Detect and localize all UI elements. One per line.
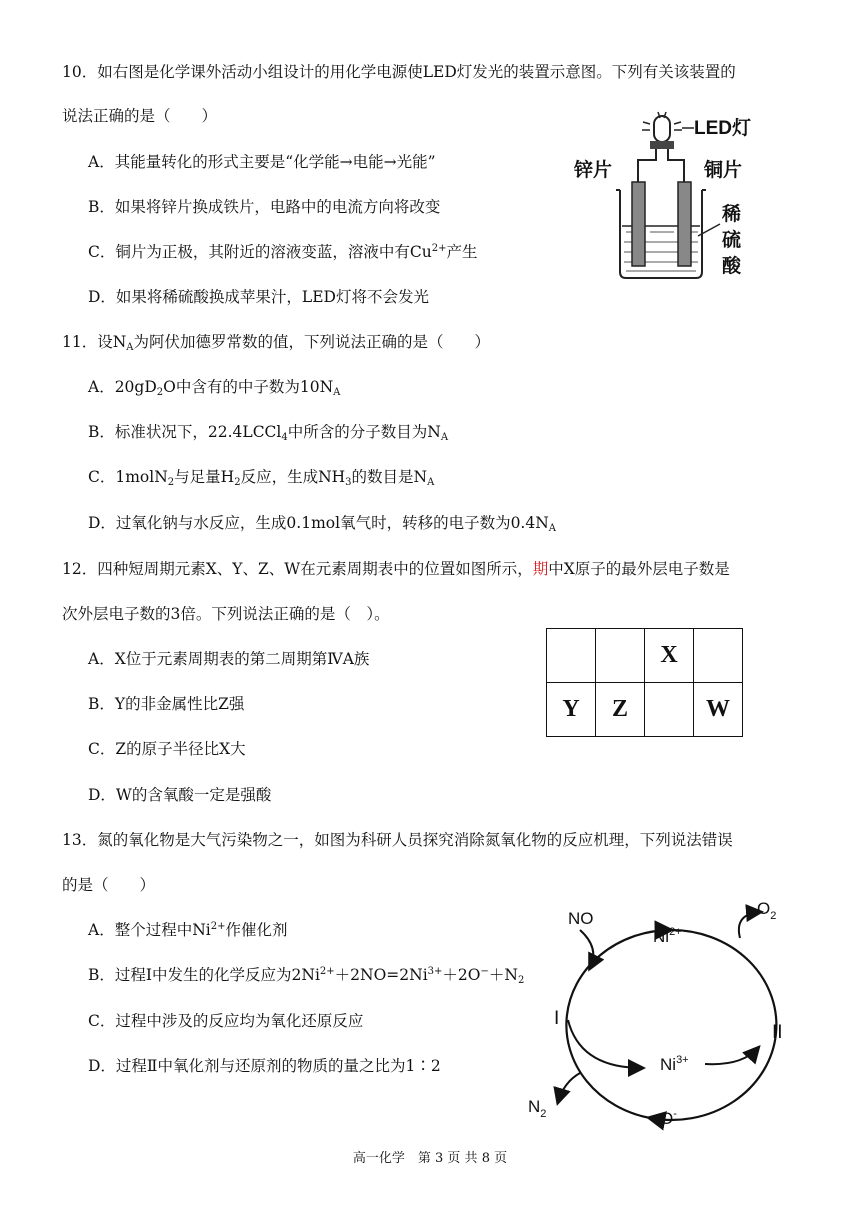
cell-r1-c3: X: [645, 629, 694, 683]
cell-r2-c1: Y: [547, 683, 596, 737]
cell-r1-c2: [596, 629, 645, 683]
periodic-table-fragment: [546, 628, 743, 737]
q11-option-a: A．$20gD_2O$中含有的中子数为$10N_A$: [88, 378, 341, 398]
led-cell-diagram: [570, 108, 780, 283]
label-ni3: $Ni^{3+}$: [660, 1054, 689, 1074]
label-n2: $N_2$: [528, 1097, 547, 1120]
q10-option-a: A．其能量转化的形式主要是“化学能→电能→光能”: [88, 153, 436, 171]
q11-option-c: C．1molN$_2$与足量$H_2$反应，生成$NH_3$的数目是$N_A$: [88, 468, 435, 488]
q10-option-c: C．铜片为正极，其附近的溶液变蓝，溶液中有$Cu^{2+}$产生: [88, 243, 478, 261]
q10-option-b: B．如果将锌片换成铁片，电路中的电流方向将改变: [88, 198, 441, 216]
q13-option-c: C．过程中涉及的反应均为氧化还原反应: [88, 1012, 364, 1030]
q12-stem-line-2: 次外层电子数的3倍。下列说法正确的是（ ）。: [62, 605, 390, 623]
acid-label-1: 稀: [722, 204, 742, 225]
led-label: LED灯: [694, 118, 752, 139]
q10-option-d: D．如果将稀硫酸换成苹果汁，LED灯将不会发光: [88, 288, 429, 306]
label-no: NO: [568, 909, 594, 928]
label-o2: $O_2$: [757, 899, 777, 922]
cell-r2-c3: [645, 683, 694, 737]
label-step-2: II: [772, 1022, 783, 1043]
periodic-row-1: [547, 629, 743, 683]
zinc-label: 锌片: [574, 160, 613, 181]
q10-stem-line-1: 10．如右图是化学课外活动小组设计的用化学电源使LED灯发光的装置示意图。下列有关该装置的: [62, 63, 736, 81]
q13-stem-line-1: 13．氮的氧化物是大气污染物之一，如图为科研人员探究消除氮氧化物的反应机理，下列说法错误: [62, 831, 733, 849]
cell-r2-c4: W: [694, 683, 743, 737]
label-ni2: $Ni^{2+}$: [653, 926, 682, 946]
q10-stem-line-2: 说法正确的是（ ）: [62, 107, 218, 125]
cell-r1-c1: [547, 629, 596, 683]
cell-r1-c4: [694, 629, 743, 683]
acid-label-2: 硫: [722, 230, 742, 251]
q11-option-d: D．过氧化钠与水反应，生成0.1mol氧气时，转移的电子数为$0.4N_A$: [88, 514, 557, 534]
q13-stem-line-2: 的是（ ）: [62, 876, 156, 894]
q12-option-d: D．W的含氧酸一定是强酸: [88, 786, 272, 804]
nox-mechanism-diagram: [520, 898, 820, 1138]
q13-option-a: A．整个过程中$Ni^{2+}$作催化剂: [88, 921, 288, 939]
page-footer: 高一化学 第 3 页 共 8 页: [352, 1151, 508, 1166]
label-step-1: I: [554, 1008, 560, 1029]
q12-option-c: C．Z的原子半径比X大: [88, 740, 246, 758]
q13-option-b: B．过程Ⅰ中发生的化学反应为$2Ni^{2+}+2NO=2Ni^{3+}+2O^-+N_2$: [88, 966, 525, 986]
q12-option-b: B．Y的非金属性比Z强: [88, 695, 245, 713]
q11-stem: 11．设$N_A$为阿伏加德罗常数的值，下列说法正确的是（ ）: [62, 333, 491, 353]
q13-option-d: D．过程Ⅱ中氧化剂与还原剂的物质的量之比为1∶2: [88, 1057, 441, 1075]
q12-stem-line-1: 12．四种短周期元素X、Y、Z、W在元素周期表中的位置如图所示，期中X原子的最外层电子数是: [62, 560, 730, 578]
copper-label: 铜片: [704, 160, 743, 181]
q11-option-b: B．标准状况下，22.4LCCl$_4$中所含的分子数目为$N_A$: [88, 423, 449, 443]
periodic-row-2: [547, 683, 743, 737]
cell-r2-c2: Z: [596, 683, 645, 737]
q12-option-a: A．X位于元素周期表的第二周期第ⅣA族: [88, 650, 370, 668]
label-o-minus: O-: [660, 1108, 677, 1128]
acid-label-3: 酸: [722, 256, 742, 277]
